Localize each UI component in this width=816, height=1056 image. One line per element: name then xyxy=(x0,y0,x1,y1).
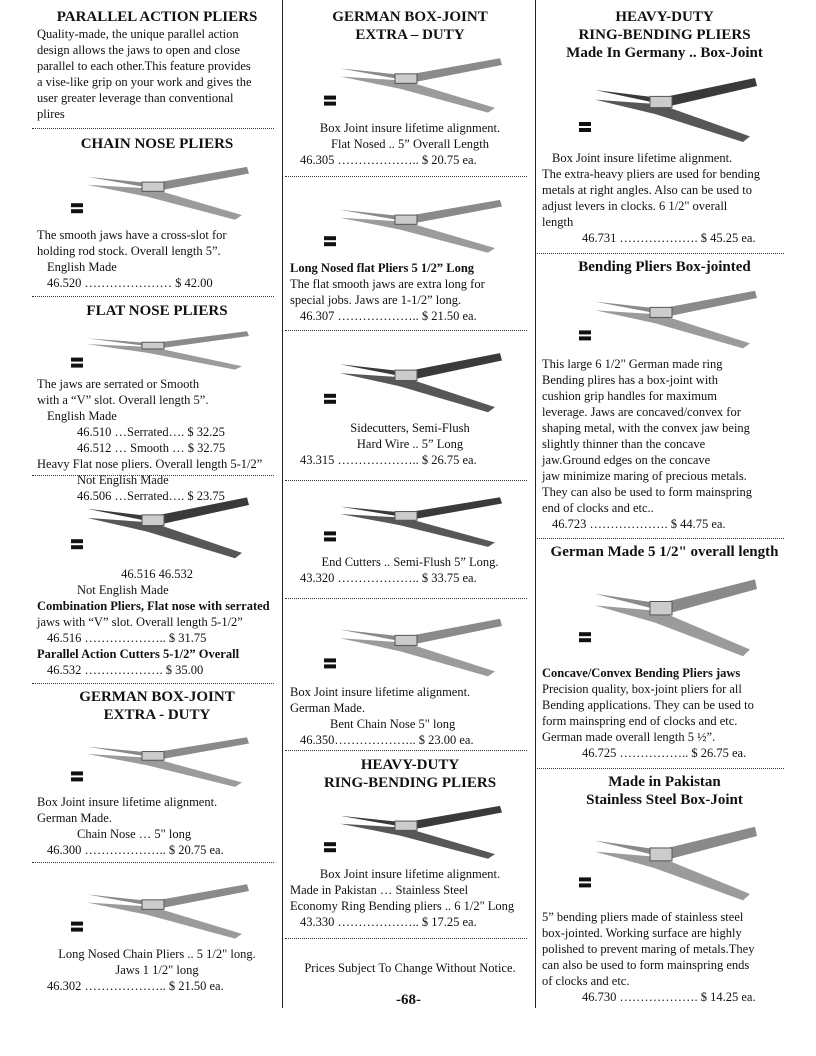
price-line: 43.315 ……………….. $ 26.75 ea. xyxy=(300,453,477,467)
description-line: jaw minimize maring of precious metals. xyxy=(542,469,747,483)
description-line: Economy Ring Bending pliers .. 6 1/2" Long xyxy=(290,899,515,913)
column-divider xyxy=(535,0,536,1008)
price-line: 46.725 …………….. $ 26.75 ea. xyxy=(582,746,747,760)
description-line: special jobs. Jaws are 1-1/2” long. xyxy=(290,293,462,307)
description-line: German Made. xyxy=(37,811,112,825)
description-line: 5” bending pliers made of stainless steel xyxy=(542,910,744,924)
description-line: Not English Made xyxy=(77,473,169,487)
product-block xyxy=(37,8,277,122)
description-line: Bent Chain Nose 5" long xyxy=(330,717,456,731)
product-block xyxy=(37,135,277,291)
chain-nose-box-joint-image xyxy=(37,728,277,790)
product-block xyxy=(290,604,530,748)
section-heading: HEAVY-DUTY xyxy=(360,757,460,773)
bending-pliers-box-jointed-image xyxy=(542,280,787,352)
dotted-separator xyxy=(32,128,274,129)
description-line: Box Joint insure lifetime alignment. xyxy=(290,685,471,699)
description-line: 46.516 46.532 xyxy=(121,567,193,581)
product-block xyxy=(37,302,277,504)
description-line: shaping metal, with the convex jaw being xyxy=(542,421,750,435)
product-block xyxy=(37,870,277,994)
description-line: a vise-like grip on your work and gives the xyxy=(37,75,252,89)
description-line: with a “V” slot. Overall length 5”. xyxy=(37,393,209,407)
dotted-separator xyxy=(537,253,784,254)
dotted-separator xyxy=(285,938,527,939)
description-line: user greater leverage than conventional xyxy=(37,91,234,105)
page-number: -68- xyxy=(396,992,421,1008)
concave-convex-bending-pliers-image xyxy=(542,565,787,661)
price-line: 46.350……………….. $ 23.00 ea. xyxy=(300,733,474,747)
section-heading: FLAT NOSE PLIERS xyxy=(86,303,228,319)
dotted-separator xyxy=(32,862,274,863)
product-block xyxy=(290,484,530,586)
product-block xyxy=(542,258,787,532)
product-block xyxy=(290,8,530,168)
dotted-separator xyxy=(285,598,527,599)
description-line: Parallel Action Cutters 5-1/2” Overall xyxy=(37,647,240,661)
price-line: 46.307 ……………….. $ 21.50 ea. xyxy=(300,309,477,323)
description-line: Hard Wire .. 5” Long xyxy=(356,437,464,451)
description-line: German Made. xyxy=(290,701,365,715)
description-line: polished to prevent maring of metals.They xyxy=(542,942,755,956)
dotted-separator xyxy=(285,750,527,751)
description-line: adjust levers in clocks. 6 1/2" overall xyxy=(542,199,728,213)
product-block xyxy=(542,8,787,246)
description-line: leverage. Jaws are concaved/convex for xyxy=(542,405,741,419)
section-heading: HEAVY-DUTY xyxy=(615,9,714,25)
description-line: length xyxy=(542,215,574,229)
dotted-separator xyxy=(285,330,527,331)
price-line: 46.302 ……………….. $ 21.50 ea. xyxy=(47,979,224,993)
dotted-separator xyxy=(285,480,527,481)
product-block xyxy=(542,543,787,761)
section-heading: Bending Pliers Box-jointed xyxy=(578,259,751,275)
combination-pliers-and-cutters-image xyxy=(37,486,277,562)
description-line: slightly thinner than the concave xyxy=(542,437,706,451)
description-line: can also be used to form mainspring ends xyxy=(542,958,750,972)
price-line: 46.300 ……………….. $ 20.75 ea. xyxy=(47,843,224,857)
price-line: 43.320 ……………….. $ 33.75 ea. xyxy=(300,571,477,585)
price-line: 46.731 ………………. $ 45.25 ea. xyxy=(582,231,756,245)
price-line: 43.330 ……………….. $ 17.25 ea. xyxy=(300,915,477,929)
section-heading: RING-BENDING PLIERS xyxy=(323,775,497,791)
description-line: The extra-heavy pliers are used for bending xyxy=(542,167,760,181)
section-heading: PARALLEL ACTION PLIERS xyxy=(56,9,258,25)
description-line: cushion grip handles for maximum xyxy=(542,389,717,403)
description-line: Concave/Convex Bending Pliers jaws xyxy=(542,666,741,680)
price-line: 46.510 …Serrated…. $ 32.25 xyxy=(77,425,225,439)
end-cutters-image xyxy=(290,488,530,550)
description-line: Flat Nosed .. 5” Overall Length xyxy=(331,137,489,151)
bent-chain-nose-image xyxy=(290,608,530,680)
description-line: metals at right angles. Also can be used to xyxy=(542,183,753,197)
description-line: They can also be used to form mainspring xyxy=(542,485,753,499)
heavy-duty-ring-bending-image xyxy=(542,66,787,146)
dotted-separator xyxy=(32,296,274,297)
section-heading: Stainless Steel Box-Joint xyxy=(586,792,743,808)
description-line: English Made xyxy=(47,260,117,274)
description-line: The flat smooth jaws are extra long for xyxy=(290,277,485,291)
price-line: 46.516 ……………….. $ 31.75 xyxy=(47,631,207,645)
dotted-separator xyxy=(537,538,784,539)
description-line: Bending plires has a box-joint with xyxy=(542,373,719,387)
long-nosed-chain-pliers-image xyxy=(37,874,277,942)
section-heading: Made In Germany .. Box-Joint xyxy=(566,45,763,61)
dotted-separator xyxy=(32,475,274,476)
description-line: Made in Pakistan … Stainless Steel xyxy=(290,883,469,897)
dotted-separator xyxy=(32,683,274,684)
description-line: End Cutters .. Semi-Flush 5” Long. xyxy=(321,555,499,569)
description-line: form mainspring end of clocks and etc. xyxy=(542,714,738,728)
section-heading: GERMAN BOX-JOINT xyxy=(79,689,235,705)
price-line: 46.520 ………………… $ 42.00 xyxy=(47,276,213,290)
price-line: 46.512 … Smooth … $ 32.75 xyxy=(77,441,226,455)
product-block xyxy=(290,756,530,930)
sidecutters-image xyxy=(290,342,530,416)
stainless-bending-pliers-image xyxy=(542,813,787,905)
ring-bending-pliers-image xyxy=(290,796,530,862)
description-line: Jaws 1 1/2" long xyxy=(115,963,199,977)
description-line: Box Joint insure lifetime alignment. xyxy=(319,121,501,135)
section-heading: German Made 5 1/2" overall length xyxy=(550,544,779,560)
description-line: parallel to each other.This feature provides xyxy=(37,59,251,73)
dotted-separator xyxy=(537,768,784,769)
description-line: Chain Nose … 5" long xyxy=(77,827,192,841)
flat-nosed-box-joint-image xyxy=(290,48,530,116)
chain-nose-pliers-image xyxy=(37,157,277,223)
description-line: Long Nosed flat Pliers 5 1/2” Long xyxy=(290,261,475,275)
section-heading: EXTRA - DUTY xyxy=(103,707,211,723)
description-line: This large 6 1/2" German made ring xyxy=(542,357,723,371)
section-heading: RING-BENDING PLIERS xyxy=(578,27,751,43)
section-heading: EXTRA – DUTY xyxy=(355,27,465,43)
price-line: 46.532 ………………. $ 35.00 xyxy=(47,663,204,677)
description-line: plires xyxy=(37,107,65,121)
description-line: German made overall length 5 ½”. xyxy=(542,730,716,744)
description-line: Precision quality, box-joint pliers for all xyxy=(542,682,742,696)
description-line: Quality-made, the unique parallel action xyxy=(37,27,239,41)
description-line: jaw.Ground edges on the concave xyxy=(542,453,711,467)
description-line: holding rod stock. Overall length 5”. xyxy=(37,244,221,258)
description-line: end of clocks and etc.. xyxy=(542,501,654,515)
description-line: jaws with “V” slot. Overall length 5-1/2” xyxy=(37,615,243,629)
price-line: 46.506 …Serrated…. $ 23.75 xyxy=(77,489,225,503)
description-line: box-jointed. Working surface are highly xyxy=(542,926,742,940)
description-line: Not English Made xyxy=(77,583,169,597)
description-line: Heavy Flat nose pliers. Overall length 5-1/2” xyxy=(37,457,263,471)
product-block xyxy=(290,960,530,976)
product-block xyxy=(37,688,277,858)
product-block xyxy=(37,482,277,678)
product-block xyxy=(542,773,787,1005)
description-line: Long Nosed Chain Pliers .. 5 1/2" long. xyxy=(58,947,256,961)
flat-nose-pliers-image xyxy=(37,324,277,372)
section-heading: CHAIN NOSE PLIERS xyxy=(80,136,234,152)
description-line: English Made xyxy=(47,409,117,423)
description-line: Prices Subject To Change Without Notice. xyxy=(304,961,516,975)
price-line: 46.723 ………………. $ 44.75 ea. xyxy=(552,517,726,531)
column-divider xyxy=(282,0,283,1008)
dotted-separator xyxy=(285,176,527,177)
product-block xyxy=(290,186,530,324)
long-nosed-flat-pliers-image xyxy=(290,190,530,256)
description-line: The jaws are serrated or Smooth xyxy=(37,377,200,391)
description-line: Box Joint insure lifetime alignment. xyxy=(319,867,501,881)
section-heading: GERMAN BOX-JOINT xyxy=(332,9,488,25)
section-heading: Made in Pakistan xyxy=(608,774,721,790)
description-line: Box Joint insure lifetime alignment. xyxy=(552,151,733,165)
price-line: 46.730 ………………. $ 14.25 ea. xyxy=(582,990,756,1004)
product-block xyxy=(290,338,530,468)
description-line: design allows the jaws to open and close xyxy=(37,43,241,57)
description-line: Combination Pliers, Flat nose with serrated xyxy=(37,599,270,613)
price-line: 46.305 ……………….. $ 20.75 ea. xyxy=(300,153,477,167)
description-line: The smooth jaws have a cross-slot for xyxy=(37,228,227,242)
description-line: Bending applications. They can be used to xyxy=(542,698,754,712)
description-line: Sidecutters, Semi-Flush xyxy=(350,421,470,435)
description-line: of clocks and etc. xyxy=(542,974,630,988)
description-line: Box Joint insure lifetime alignment. xyxy=(37,795,218,809)
